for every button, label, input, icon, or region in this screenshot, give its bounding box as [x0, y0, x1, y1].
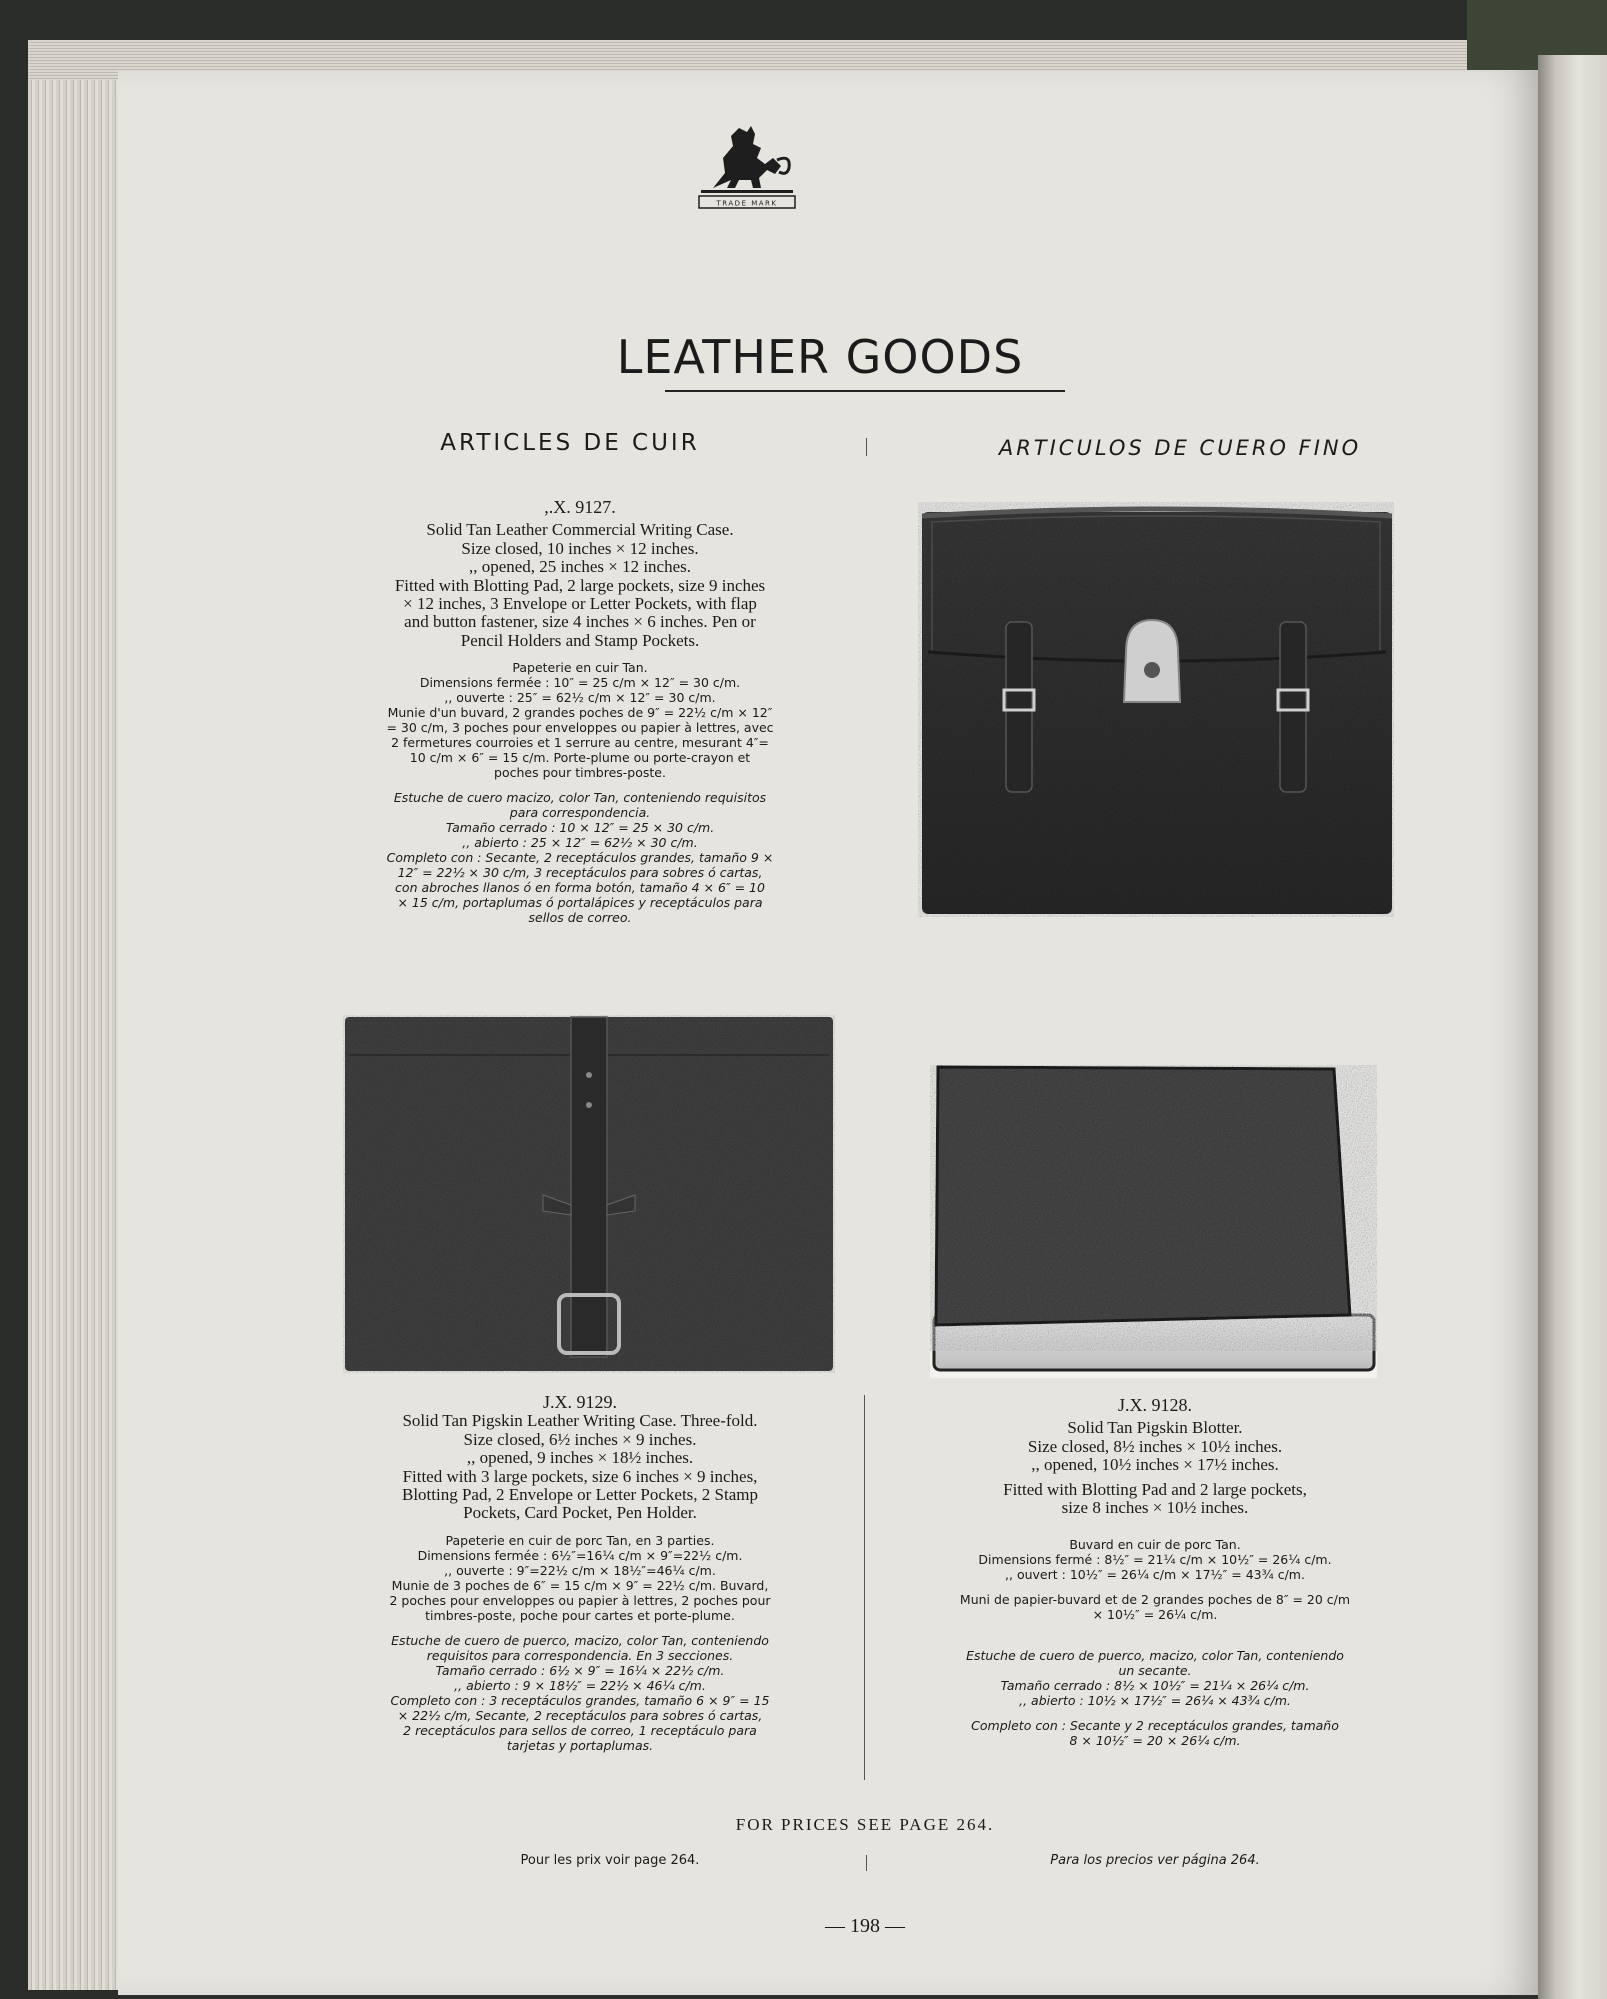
header-divider: [866, 438, 867, 456]
item-9129-description: [325, 1393, 835, 1753]
text-line: Tamaño cerrado : 10 × 12″ = 25 × 30 c/m.: [445, 819, 715, 835]
item-9127-description: [325, 498, 835, 925]
pigskin-blotter-photo: [930, 1065, 1377, 1378]
text-line: × 10½″ = 26¼ c/m.: [1092, 1607, 1218, 1623]
text-line: and button fastener, size 4 inches × 6 inches. Pen or: [404, 612, 756, 632]
trademark-label: TRADE MARK: [716, 199, 778, 208]
text-line: Fitted with Blotting Pad, 2 large pockets, size 9 inches: [394, 575, 766, 595]
page-number: — 198 —: [825, 1915, 905, 1937]
text-line: Pockets, Card Pocket, Pen Holder.: [463, 1503, 697, 1523]
column-divider: [864, 1395, 865, 1780]
prices-note-french: Pour les prix voir page 264.: [520, 1853, 700, 1868]
text-line: Solid Tan Leather Commercial Writing Case.: [426, 520, 734, 540]
text-line: Estuche de cuero macizo, color Tan, conteniendo requisitos: [393, 789, 767, 805]
text-line: 12″ = 22½ × 30 c/m, 3 receptáculos para sobres ó cartas,: [397, 864, 763, 880]
french-text: [325, 1533, 835, 1623]
spanish-text: [325, 790, 835, 925]
text-line: 8 × 10½″ = 20 × 26¼ c/m.: [1069, 1733, 1241, 1749]
text-line: Size closed, 10 inches × 12 inches.: [461, 538, 699, 558]
text-line: ,, abierto : 9 × 18½″ = 22½ × 46¼ c/m.: [454, 1677, 706, 1693]
text-line: Size closed, 6½ inches × 9 inches.: [463, 1429, 697, 1449]
french-text-fittings: [895, 1592, 1415, 1622]
item-code: J.X. 9128.: [1117, 1395, 1192, 1415]
text-line: timbres-poste, poche pour cartes et porte-plume.: [425, 1607, 735, 1623]
prices-note-spanish: Para los precios ver página 264.: [1050, 1853, 1260, 1868]
text-line: Blotting Pad, 2 Envelope or Letter Pockets, 2 Stamp: [401, 1484, 758, 1504]
text-line: Muni de papier-buvard et de 2 grandes poches de 8″ = 20 c/m: [959, 1592, 1351, 1608]
text-line: Dimensions fermée : 6½″=16¼ c/m × 9″=22½ c/m.: [417, 1547, 743, 1563]
item-code: J.X. 9129.: [542, 1392, 617, 1412]
text-line: Completo con : Secante y 2 receptáculos grandes, tamaño: [971, 1718, 1339, 1734]
text-line: Solid Tan Pigskin Blotter.: [1067, 1418, 1243, 1438]
text-line: con abroches llanos ó en forma botón, tamaño 4 × 6″ = 10: [395, 879, 765, 895]
spanish-text: [895, 1648, 1415, 1708]
text-line: 2 receptáculos para sellos de correo, 1 receptáculo para: [403, 1722, 757, 1738]
text-line: ,, ouverte : 25″ = 62½ c/m × 12″ = 30 c/m.: [444, 689, 716, 705]
text-line: × 12 inches, 3 Envelope or Letter Pockets, with flap: [403, 593, 757, 613]
page-title: LEATHER GOODS: [616, 330, 1024, 384]
text-line: × 22½ c/m, Secante, 2 receptáculos para sobres ó cartas,: [397, 1707, 763, 1723]
text-line: Estuche de cuero de puerco, macizo, color Tan, conteniendo: [391, 1632, 769, 1648]
text-line: Pencil Holders and Stamp Pockets.: [460, 630, 700, 650]
text-line: = 30 c/m, 3 poches pour enveloppes ou papier à lettres, avec: [386, 719, 774, 735]
text-line: ,, abierto : 25 × 12″ = 62½ × 30 c/m.: [462, 834, 698, 850]
text-line: tarjetas y portaplumas.: [506, 1737, 654, 1753]
french-text: [895, 1537, 1415, 1582]
text-line: ,, ouverte : 9″=22½ c/m × 18½″=46¼ c/m.: [444, 1562, 716, 1578]
text-line: ,, opened, 10½ inches × 17½ inches.: [1031, 1455, 1279, 1475]
text-line: ,, opened, 25 inches × 12 inches.: [468, 557, 692, 577]
text-line: poches pour timbres-poste.: [494, 764, 666, 780]
book-page-edges: [28, 40, 118, 1990]
text-line: 2 fermetures courroies et 1 serrure au centre, mesurant 4″=: [391, 734, 769, 750]
text-line: Buvard en cuir de porc Tan.: [1069, 1537, 1241, 1553]
text-line: Dimensions fermé : 8½″ = 21¼ c/m × 10½″ = 26¼ c/m.: [978, 1552, 1332, 1568]
page-spine-gutter: [1538, 55, 1607, 1999]
spanish-text-fittings: [895, 1718, 1415, 1748]
footer-divider: [866, 1855, 867, 1871]
text-line: Fitted with Blotting Pad and 2 large pockets,: [1003, 1479, 1307, 1499]
text-line: Dimensions fermée : 10″ = 25 c/m × 12″ = 30 c/m.: [419, 674, 741, 690]
text-line: ,, opened, 9 inches × 18½ inches.: [466, 1448, 694, 1468]
writing-case-photo: [918, 502, 1394, 917]
english-text-fittings: [895, 1481, 1415, 1518]
french-text: [325, 660, 835, 780]
text-line: un secante.: [1118, 1663, 1192, 1679]
text-line: Tamaño cerrado : 6½ × 9″ = 16¼ × 22½ c/m.: [435, 1662, 725, 1678]
text-line: 10 c/m × 6″ = 15 c/m. Porte-plume ou porte-crayon et: [409, 749, 751, 765]
subtitle-spanish: ARTICULOS DE CUERO FINO: [998, 436, 1362, 460]
text-line: Estuche de cuero de puerco, macizo, color Tan, conteniendo: [966, 1648, 1344, 1664]
text-line: × 15 c/m, portaplumas ó portalápices y receptáculos para: [397, 894, 763, 910]
three-fold-case-photo: [343, 1015, 835, 1373]
subtitle-french: ARTICLES DE CUIR: [440, 430, 700, 456]
text-line: 2 poches pour enveloppes ou papier à lettres, 2 poches pour: [389, 1592, 771, 1608]
text-line: ,, abierto : 10½ × 17½″ = 26¼ × 43¾ c/m.: [1019, 1693, 1291, 1709]
text-line: Fitted with 3 large pockets, size 6 inches × 9 inches,: [402, 1466, 758, 1486]
title-underline: [665, 390, 1065, 392]
text-line: sellos de correo.: [528, 909, 632, 925]
english-text: [895, 1419, 1415, 1474]
text-line: Munie de 3 poches de 6″ = 15 c/m × 9″ = 22½ c/m. Buvard,: [391, 1577, 769, 1593]
lion-trademark-logo: [695, 118, 800, 210]
text-line: Size closed, 8½ inches × 10½ inches.: [1027, 1436, 1283, 1456]
text-line: Completo con : Secante, 2 receptáculos grandes, tamaño 9 ×: [386, 849, 774, 865]
text-line: size 8 inches × 10½ inches.: [1061, 1497, 1249, 1517]
item-9128-description: [895, 1396, 1415, 1748]
text-line: Papeterie en cuir Tan.: [512, 659, 648, 675]
english-text: [325, 521, 835, 650]
text-line: Papeterie en cuir de porc Tan, en 3 parties.: [445, 1532, 715, 1548]
text-line: Solid Tan Pigskin Leather Writing Case. Three-fold.: [402, 1411, 758, 1431]
item-code: ,.X. 9127.: [544, 497, 616, 517]
text-line: Tamaño cerrado : 8½ × 10½″ = 21¼ × 26¼ c/m.: [1000, 1678, 1310, 1694]
prices-note-english: FOR PRICES SEE PAGE 264.: [735, 1815, 995, 1834]
spanish-text: [325, 1633, 835, 1753]
english-text: [325, 1412, 835, 1522]
text-line: Munie d'un buvard, 2 grandes poches de 9″ = 22½ c/m × 12″: [387, 704, 773, 720]
text-line: requisitos para correspondencia. En 3 secciones.: [426, 1647, 734, 1663]
text-line: para correspondencia.: [509, 804, 651, 820]
text-line: Completo con : 3 receptáculos grandes, tamaño 6 × 9″ = 15: [390, 1692, 770, 1708]
text-line: ,, ouvert : 10½″ = 26¼ c/m × 17½″ = 43¾ c/m.: [1005, 1567, 1305, 1583]
